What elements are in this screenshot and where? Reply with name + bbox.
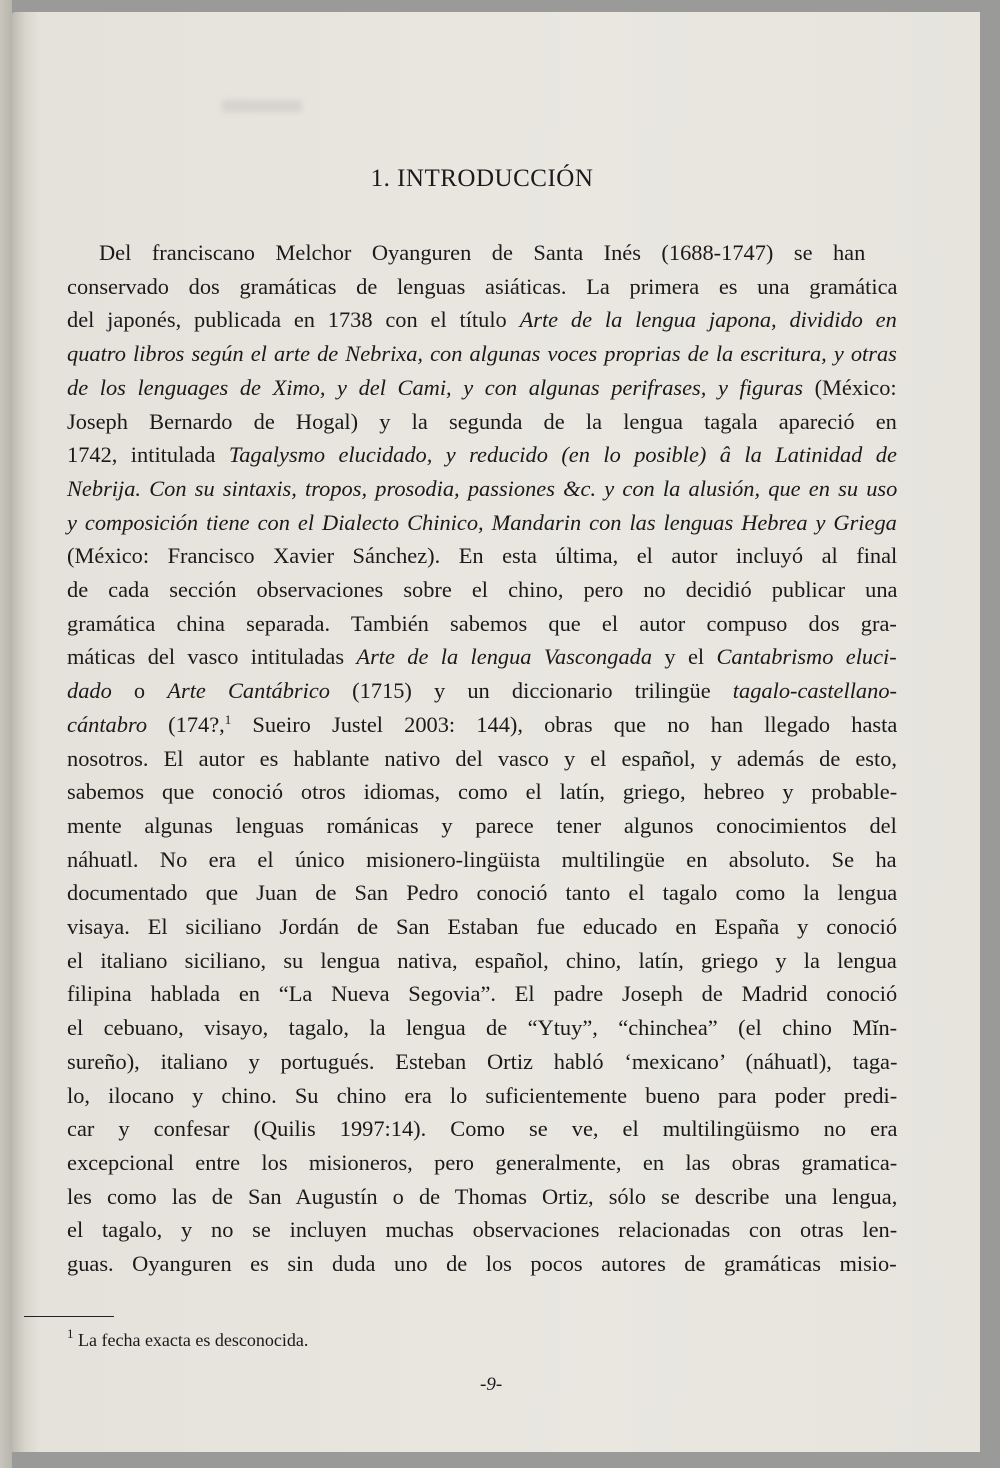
text-line	[67, 371, 897, 405]
bleed-through-header	[222, 100, 302, 112]
text-line	[67, 742, 897, 776]
italic-title: de los lenguages de Ximo, y del Cami, y con algunas perifrases, y figuras	[67, 374, 803, 400]
text-run: (174?,	[147, 711, 225, 737]
text-line	[67, 438, 897, 472]
text-run: el tagalo, y no se incluyen muchas observaciones relacionadas con otras len-	[67, 1217, 898, 1243]
text-line	[67, 1213, 897, 1247]
text-run: y el	[652, 644, 717, 670]
footnote-text: La fecha exacta es desconocida.	[78, 1330, 309, 1350]
italic-title: Tagalysmo elucidado, y reducido (en lo posible) â la Latinidad de	[228, 442, 897, 468]
footnote-separator	[24, 1316, 114, 1317]
text-run: conservado dos gramáticas de lenguas asiáticas. La primera es una gramática	[67, 273, 898, 299]
text-run: sabemos que conoció otros idiomas, como el latín, griego, hebreo y probable-	[67, 779, 898, 805]
text-run: náhuatl. No era el único misionero-lingüista multilingüe en absoluto. Se ha	[67, 846, 897, 872]
text-line	[67, 1247, 897, 1281]
italic-title: Arte de la lengua japona, dividido en	[519, 307, 897, 333]
text-run: car y confesar (Quilis 1997:14). Como se ve, el multilingüismo no era	[67, 1116, 898, 1142]
italic-title: Arte Cantábrico	[167, 678, 331, 704]
text-line	[67, 910, 897, 944]
text-line	[67, 337, 897, 371]
italic-title: quatro libros según el arte de Nebrixa, con algunas voces proprias de la escritura, y otras	[67, 341, 897, 367]
italic-title: Nebrija. Con su sintaxis, tropos, prosodia, passiones &c. y con la alusión, que en su uso	[67, 475, 898, 501]
text-run: o	[111, 678, 168, 704]
footnote-marker: 1	[67, 1326, 74, 1341]
text-line	[67, 270, 897, 304]
text-run: (1715) y un diccionario trilingüe	[330, 678, 733, 704]
text-line	[67, 809, 897, 843]
text-run: el cebuano, visayo, tagalo, la lengua de “Ytuy”, “chinchea” (el chino Mĭn-	[67, 1015, 898, 1041]
text-line	[67, 977, 897, 1011]
italic-title: y composición tiene con el Dialecto Chinico, Mandarin con las lenguas Hebrea y Griega	[67, 509, 897, 535]
text-run: Sueiro Justel 2003: 144), obras que no han llegado hasta	[231, 711, 898, 737]
text-run: de cada sección observaciones sobre el chino, pero no decidió publicar una	[67, 577, 898, 603]
text-run: del japonés, publicada en 1738 con el título	[67, 307, 520, 333]
book-page	[12, 12, 980, 1452]
footnote-reference: 1	[224, 711, 232, 727]
text-line	[67, 1011, 897, 1045]
text-line	[67, 708, 897, 742]
page-number: -9-	[480, 1374, 503, 1395]
text-run: Del franciscano Melchor Oyanguren de Santa Inés (1688-1747) se han	[99, 240, 866, 265]
text-run: excepcional entre los misioneros, pero generalmente, en las obras gramatica-	[67, 1149, 898, 1175]
italic-title: tagalo-castellano-	[732, 678, 897, 704]
text-line	[67, 405, 897, 439]
text-run: 1742, intitulada	[67, 442, 229, 468]
text-run: Joseph Bernardo de Hogal) y la segunda de la lengua tagala apareció en	[67, 408, 897, 434]
text-line	[67, 573, 897, 607]
text-line	[67, 843, 897, 877]
text-line	[67, 1112, 897, 1146]
chapter-title: 1. INTRODUCCIÓN	[370, 165, 594, 192]
footnote	[67, 1326, 309, 1351]
text-line	[67, 607, 897, 641]
text-line	[67, 876, 897, 910]
text-run: documentado que Juan de San Pedro conoció tanto el tagalo como la lengua	[67, 880, 898, 906]
text-line	[67, 1079, 897, 1113]
text-line	[67, 775, 897, 809]
text-run: filipina hablada en “La Nueva Segovia”. El padre Joseph de Madrid conoció	[67, 981, 898, 1007]
text-run: mente algunas lenguas románicas y parece tener algunos conocimientos del	[67, 812, 897, 838]
text-line	[67, 674, 897, 708]
body-paragraph	[67, 236, 897, 1281]
italic-title: Arte de la lengua Vascongada	[356, 644, 653, 670]
italic-title: dado	[67, 678, 112, 704]
text-run: (México:	[802, 374, 897, 400]
italic-title: Cantabrismo eluci-	[716, 644, 897, 670]
text-run: visaya. El siciliano Jordán de San Estaban fue educado en España y conoció	[67, 914, 898, 940]
text-line	[67, 944, 897, 978]
text-run: sureño), italiano y portugués. Esteban Ortiz habló ‘mexicano’ (náhuatl), taga-	[67, 1048, 898, 1074]
text-line	[67, 1146, 897, 1180]
text-line	[67, 303, 897, 337]
book-spine-edge	[0, 0, 12, 1468]
text-line	[67, 1180, 897, 1214]
text-run: gramática china separada. También sabemos que el autor compuso dos gra-	[67, 610, 897, 636]
text-run: lo, ilocano y chino. Su chino era lo suficientemente bueno para poder predi-	[67, 1082, 898, 1108]
text-line	[67, 506, 897, 540]
text-line	[67, 472, 897, 506]
text-line	[67, 1045, 897, 1079]
text-run: (México: Francisco Xavier Sánchez). En esta última, el autor incluyó al final	[67, 543, 898, 569]
text-line	[67, 236, 897, 270]
text-run: nosotros. El autor es hablante nativo del vasco y el español, y además de esto,	[67, 745, 898, 771]
text-run: guas. Oyanguren es sin duda uno de los pocos autores de gramáticas misio-	[67, 1251, 897, 1277]
text-run: el italiano siciliano, su lengua nativa, español, chino, latín, griego y la lengua	[67, 947, 897, 973]
text-run: les como las de San Augustín o de Thomas Ortiz, sólo se describe una lengua,	[67, 1183, 898, 1209]
text-run: máticas del vasco intituladas	[67, 644, 357, 670]
italic-title: cántabro	[67, 711, 148, 737]
text-line	[67, 640, 897, 674]
text-line	[67, 539, 897, 573]
